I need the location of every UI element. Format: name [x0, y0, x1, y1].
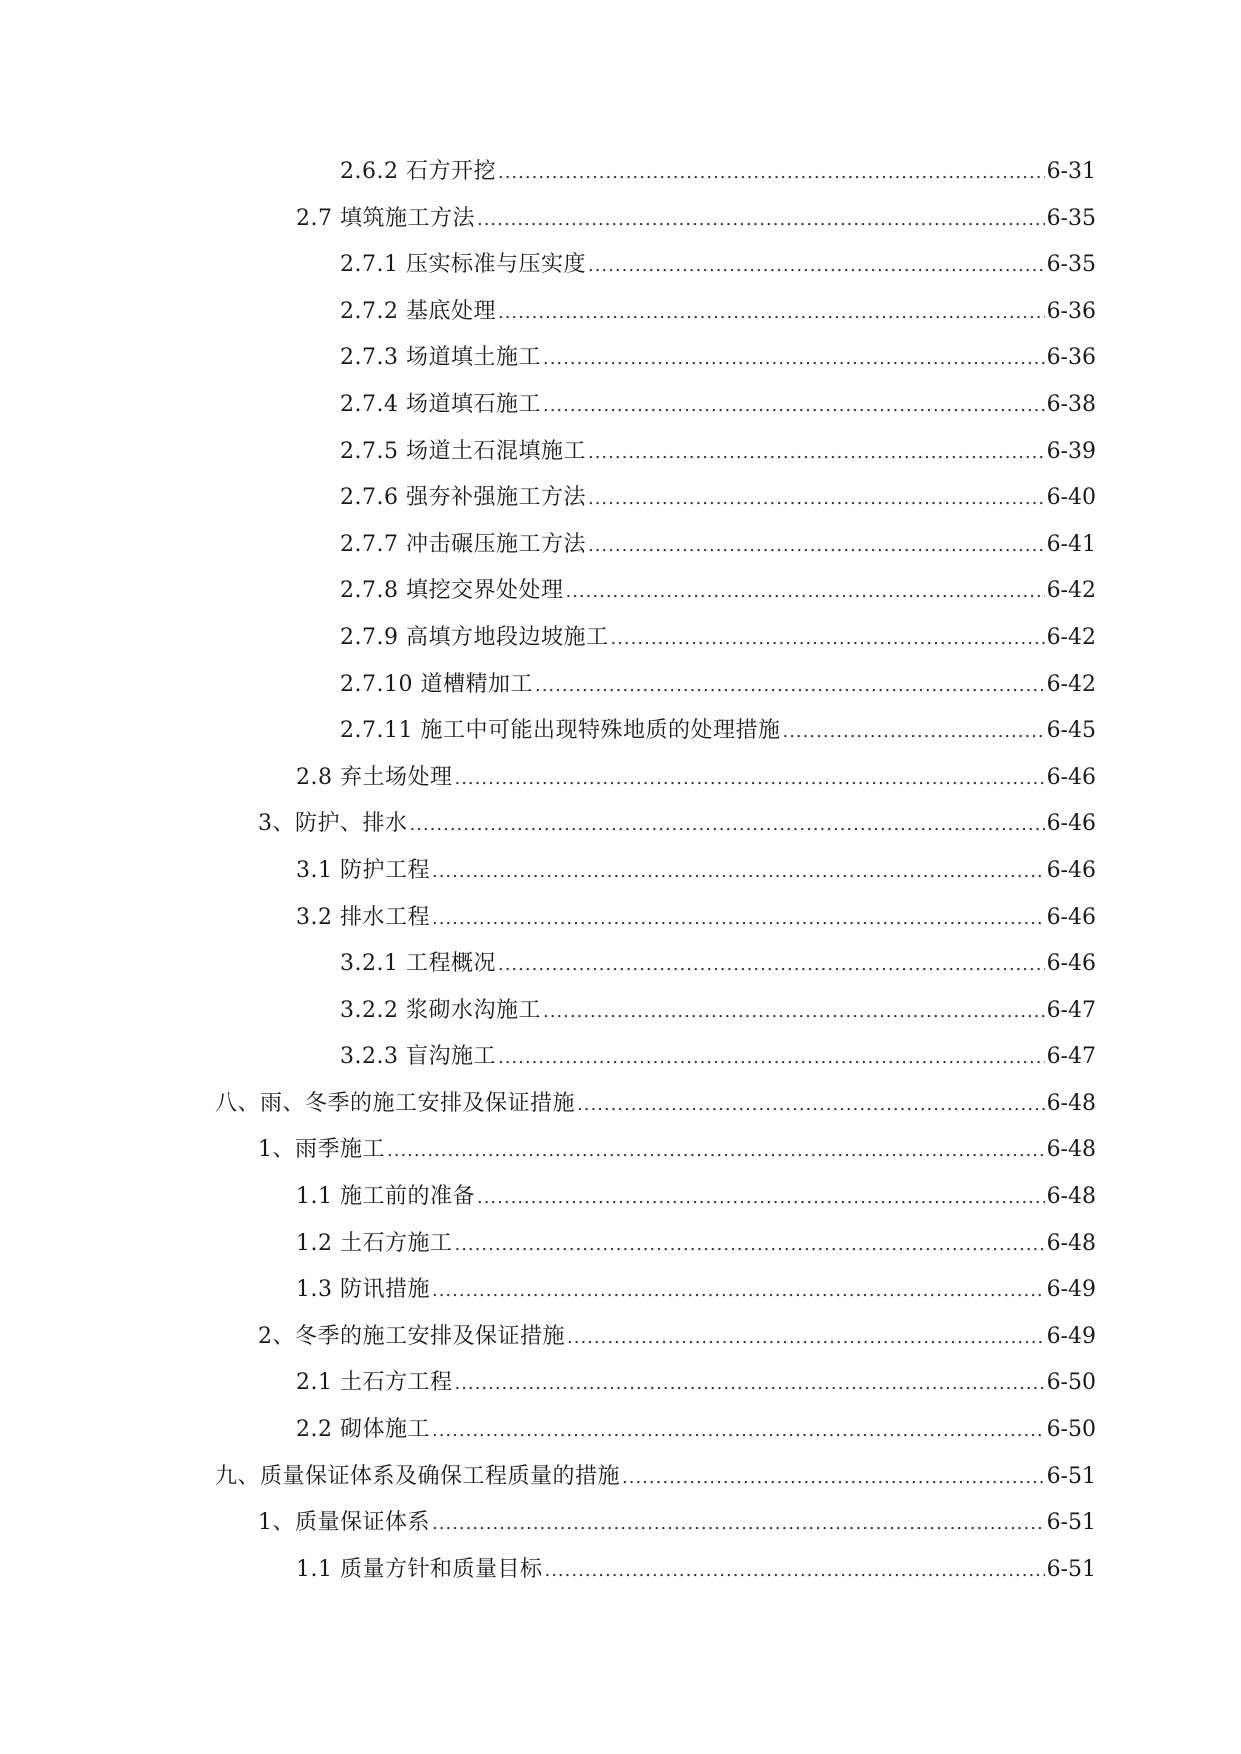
- toc-entry-title: 3.2.1 工程概况: [340, 951, 496, 977]
- toc-dot-leader: [588, 528, 1045, 564]
- toc-entry-title: 2、冬季的施工安排及保证措施: [258, 1323, 565, 1349]
- toc-entry-page: 6-46: [1046, 857, 1096, 883]
- toc-entry-title: 1.1 施工前的准备: [296, 1184, 475, 1210]
- toc-entry-page: 6-51: [1046, 1463, 1096, 1489]
- toc-dot-leader: [477, 1180, 1045, 1216]
- toc-dot-leader: [577, 1087, 1045, 1123]
- toc-entry-line: [340, 713, 1096, 750]
- toc-entry[interactable]: [0, 806, 1241, 853]
- toc-dot-leader: [543, 388, 1045, 424]
- toc-entry[interactable]: [0, 1179, 1241, 1226]
- toc-entry-title: 八、雨、冬季的施工安排及保证措施: [215, 1090, 576, 1116]
- toc-entry-line: [340, 480, 1096, 517]
- toc-dot-leader: [432, 901, 1045, 937]
- toc-entry-title: 2.7.6 强夯补强施工方法: [340, 485, 586, 511]
- toc-dot-leader: [498, 1040, 1045, 1076]
- toc-dot-leader: [432, 1273, 1045, 1309]
- toc-entry[interactable]: [0, 480, 1241, 527]
- toc-entry-line: [340, 620, 1096, 657]
- toc-entry-title: 1.2 土石方施工: [296, 1230, 453, 1256]
- toc-entry-line: [340, 667, 1096, 704]
- toc-entry-title: 2.7.4 场道填石施工: [340, 391, 541, 417]
- toc-entry[interactable]: [0, 713, 1241, 760]
- toc-entry[interactable]: [0, 620, 1241, 667]
- toc-entry-line: [340, 434, 1096, 471]
- toc-dot-leader: [567, 1320, 1045, 1356]
- toc-entry-line: [296, 900, 1096, 937]
- toc-entry-line: [296, 1412, 1096, 1449]
- toc-entry-line: [296, 1272, 1096, 1309]
- toc-entry-page: 6-40: [1046, 485, 1096, 511]
- toc-entry-line: [258, 1505, 1096, 1542]
- toc-entry-page: 6-51: [1046, 1510, 1096, 1536]
- toc-entry-line: [340, 993, 1096, 1030]
- toc-entry-page: 6-36: [1046, 298, 1096, 324]
- toc-entry-title: 3、防护、排水: [258, 811, 408, 837]
- toc-entry[interactable]: [0, 946, 1241, 993]
- toc-entry-page: 6-46: [1046, 904, 1096, 930]
- toc-dot-leader: [588, 481, 1045, 517]
- toc-entry-title: 2.7.7 冲击碾压施工方法: [340, 531, 586, 557]
- toc-dot-leader: [622, 1460, 1045, 1496]
- toc-entry[interactable]: [0, 340, 1241, 387]
- toc-entry[interactable]: [0, 1226, 1241, 1273]
- toc-entry-title: 2.7.2 基底处理: [340, 298, 496, 324]
- toc-entry-page: 6-45: [1046, 718, 1096, 744]
- toc-dot-leader: [498, 295, 1045, 331]
- toc-entry-line: [340, 154, 1096, 191]
- toc-entry-title: 2.7.10 道槽精加工: [340, 671, 533, 697]
- toc-entry[interactable]: [0, 1412, 1241, 1459]
- toc-entry[interactable]: [0, 247, 1241, 294]
- toc-entry-line: [296, 760, 1096, 797]
- toc-dot-leader: [454, 1366, 1044, 1402]
- toc-entry-line: [296, 201, 1096, 238]
- toc-entry-line: [258, 1319, 1096, 1356]
- toc-entry-title: 九、质量保证体系及确保工程质量的措施: [215, 1463, 621, 1489]
- toc-entry-line: [340, 1039, 1096, 1076]
- toc-entry-title: 1、质量保证体系: [258, 1510, 430, 1536]
- toc-dot-leader: [498, 947, 1045, 983]
- toc-entry-page: 6-48: [1046, 1184, 1096, 1210]
- toc-entry[interactable]: [0, 1319, 1241, 1366]
- toc-entry-page: 6-46: [1046, 764, 1096, 790]
- toc-dot-leader: [544, 1553, 1044, 1589]
- toc-entry[interactable]: [0, 1086, 1241, 1133]
- toc-entry[interactable]: [0, 1132, 1241, 1179]
- toc-entry[interactable]: [0, 900, 1241, 947]
- toc-entry-line: [340, 946, 1096, 983]
- toc-entry-title: 1.3 防讯措施: [296, 1277, 430, 1303]
- toc-entry-line: [296, 1226, 1096, 1263]
- toc-entry-page: 6-35: [1046, 205, 1096, 231]
- toc-entry-page: 6-46: [1046, 811, 1096, 837]
- toc-entry-line: [340, 247, 1096, 284]
- toc-dot-leader: [588, 248, 1045, 284]
- toc-entry-title: 3.2.2 浆砌水沟施工: [340, 997, 541, 1023]
- toc-dot-leader: [432, 854, 1045, 890]
- toc-dot-leader: [454, 1227, 1044, 1263]
- toc-entry[interactable]: [0, 527, 1241, 574]
- toc-entry-title: 2.7.9 高填方地段边坡施工: [340, 624, 609, 650]
- toc-entry[interactable]: [0, 1039, 1241, 1086]
- toc-entry-page: 6-42: [1046, 578, 1096, 604]
- toc-entry-page: 6-51: [1046, 1556, 1096, 1582]
- toc-dot-leader: [454, 761, 1044, 797]
- toc-entry-page: 6-48: [1046, 1230, 1096, 1256]
- toc-entry-page: 6-41: [1046, 531, 1096, 557]
- toc-entry-title: 1、雨季施工: [258, 1137, 385, 1163]
- toc-entry-page: 6-39: [1046, 438, 1096, 464]
- toc-entry-page: 6-48: [1046, 1090, 1096, 1116]
- toc-entry-line: [258, 1132, 1096, 1169]
- toc-entry[interactable]: [0, 294, 1241, 341]
- toc-entry-line: [215, 1086, 1096, 1123]
- toc-dot-leader: [535, 668, 1045, 704]
- toc-dot-leader: [432, 1506, 1045, 1542]
- toc-entry-line: [258, 806, 1096, 843]
- toc-entry-title: 2.8 弃土场处理: [296, 764, 453, 790]
- toc-entry-title: 2.7 填筑施工方法: [296, 205, 475, 231]
- toc-dot-leader: [477, 202, 1045, 238]
- toc-entry-title: 3.2 排水工程: [296, 904, 430, 930]
- toc-entry-title: 2.6.2 石方开挖: [340, 159, 496, 184]
- toc-dot-leader: [543, 341, 1045, 377]
- toc-entry[interactable]: [0, 154, 1241, 201]
- toc-entry-line: [340, 294, 1096, 331]
- toc-entry-page: 6-31: [1046, 159, 1096, 184]
- toc-entry[interactable]: [0, 760, 1241, 807]
- toc-entry[interactable]: [0, 387, 1241, 434]
- toc-entry[interactable]: [0, 853, 1241, 900]
- toc-entry-line: [215, 1459, 1096, 1496]
- toc-entry-page: 6-38: [1046, 391, 1096, 417]
- toc-entry-line: [296, 1552, 1096, 1589]
- toc-entry[interactable]: [0, 201, 1241, 248]
- toc-entry-title: 2.2 砌体施工: [296, 1417, 430, 1443]
- toc-dot-leader: [782, 714, 1044, 750]
- toc-entry-line: [340, 527, 1096, 564]
- toc-entry[interactable]: [0, 1505, 1241, 1552]
- toc-entry-page: 6-47: [1046, 997, 1096, 1023]
- toc-entry-line: [296, 1179, 1096, 1216]
- toc-entry-title: 2.1 土石方工程: [296, 1370, 453, 1396]
- toc-entry[interactable]: [0, 1459, 1241, 1506]
- toc-entry[interactable]: [0, 993, 1241, 1040]
- toc-entry[interactable]: [0, 1552, 1241, 1599]
- toc-entry-title: 2.7.8 填挖交界处处理: [340, 578, 564, 604]
- toc-entry-title: 3.1 防护工程: [296, 857, 430, 883]
- toc-dot-leader: [610, 621, 1044, 657]
- toc-entry-page: 6-42: [1046, 624, 1096, 650]
- table-of-contents: [0, 154, 1241, 1598]
- toc-dot-leader: [565, 574, 1044, 610]
- toc-entry-page: 6-48: [1046, 1137, 1096, 1163]
- toc-entry-title: 3.2.3 盲沟施工: [340, 1044, 496, 1070]
- toc-entry-title: 1.1 质量方针和质量目标: [296, 1556, 543, 1582]
- toc-entry-page: 6-49: [1046, 1323, 1096, 1349]
- toc-entry[interactable]: [0, 1272, 1241, 1319]
- toc-entry-line: [296, 1365, 1096, 1402]
- toc-entry-title: 2.7.1 压实标准与压实度: [340, 252, 586, 278]
- toc-entry-title: 2.7.3 场道填土施工: [340, 345, 541, 371]
- toc-entry-page: 6-42: [1046, 671, 1096, 697]
- toc-entry-line: [340, 340, 1096, 377]
- toc-dot-leader: [543, 994, 1045, 1030]
- toc-dot-leader: [410, 807, 1045, 843]
- toc-entry-page: 6-35: [1046, 252, 1096, 278]
- toc-entry[interactable]: [0, 1365, 1241, 1412]
- toc-dot-leader: [588, 435, 1045, 471]
- toc-entry-page: 6-50: [1046, 1370, 1096, 1396]
- toc-entry-title: 2.7.5 场道土石混填施工: [340, 438, 586, 464]
- toc-entry[interactable]: [0, 434, 1241, 481]
- toc-entry-page: 6-36: [1046, 345, 1096, 371]
- toc-dot-leader: [498, 155, 1045, 191]
- toc-dot-leader: [432, 1413, 1045, 1449]
- toc-entry-page: 6-50: [1046, 1417, 1096, 1443]
- toc-entry-line: [296, 853, 1096, 890]
- toc-entry-page: 6-47: [1046, 1044, 1096, 1070]
- toc-entry-page: 6-49: [1046, 1277, 1096, 1303]
- toc-entry-page: 6-46: [1046, 951, 1096, 977]
- toc-entry[interactable]: [0, 573, 1241, 620]
- toc-entry-title: 2.7.11 施工中可能出现特殊地质的处理措施: [340, 718, 781, 744]
- toc-entry-line: [340, 387, 1096, 424]
- toc-entry-line: [340, 573, 1096, 610]
- toc-dot-leader: [387, 1133, 1045, 1169]
- toc-entry[interactable]: [0, 667, 1241, 714]
